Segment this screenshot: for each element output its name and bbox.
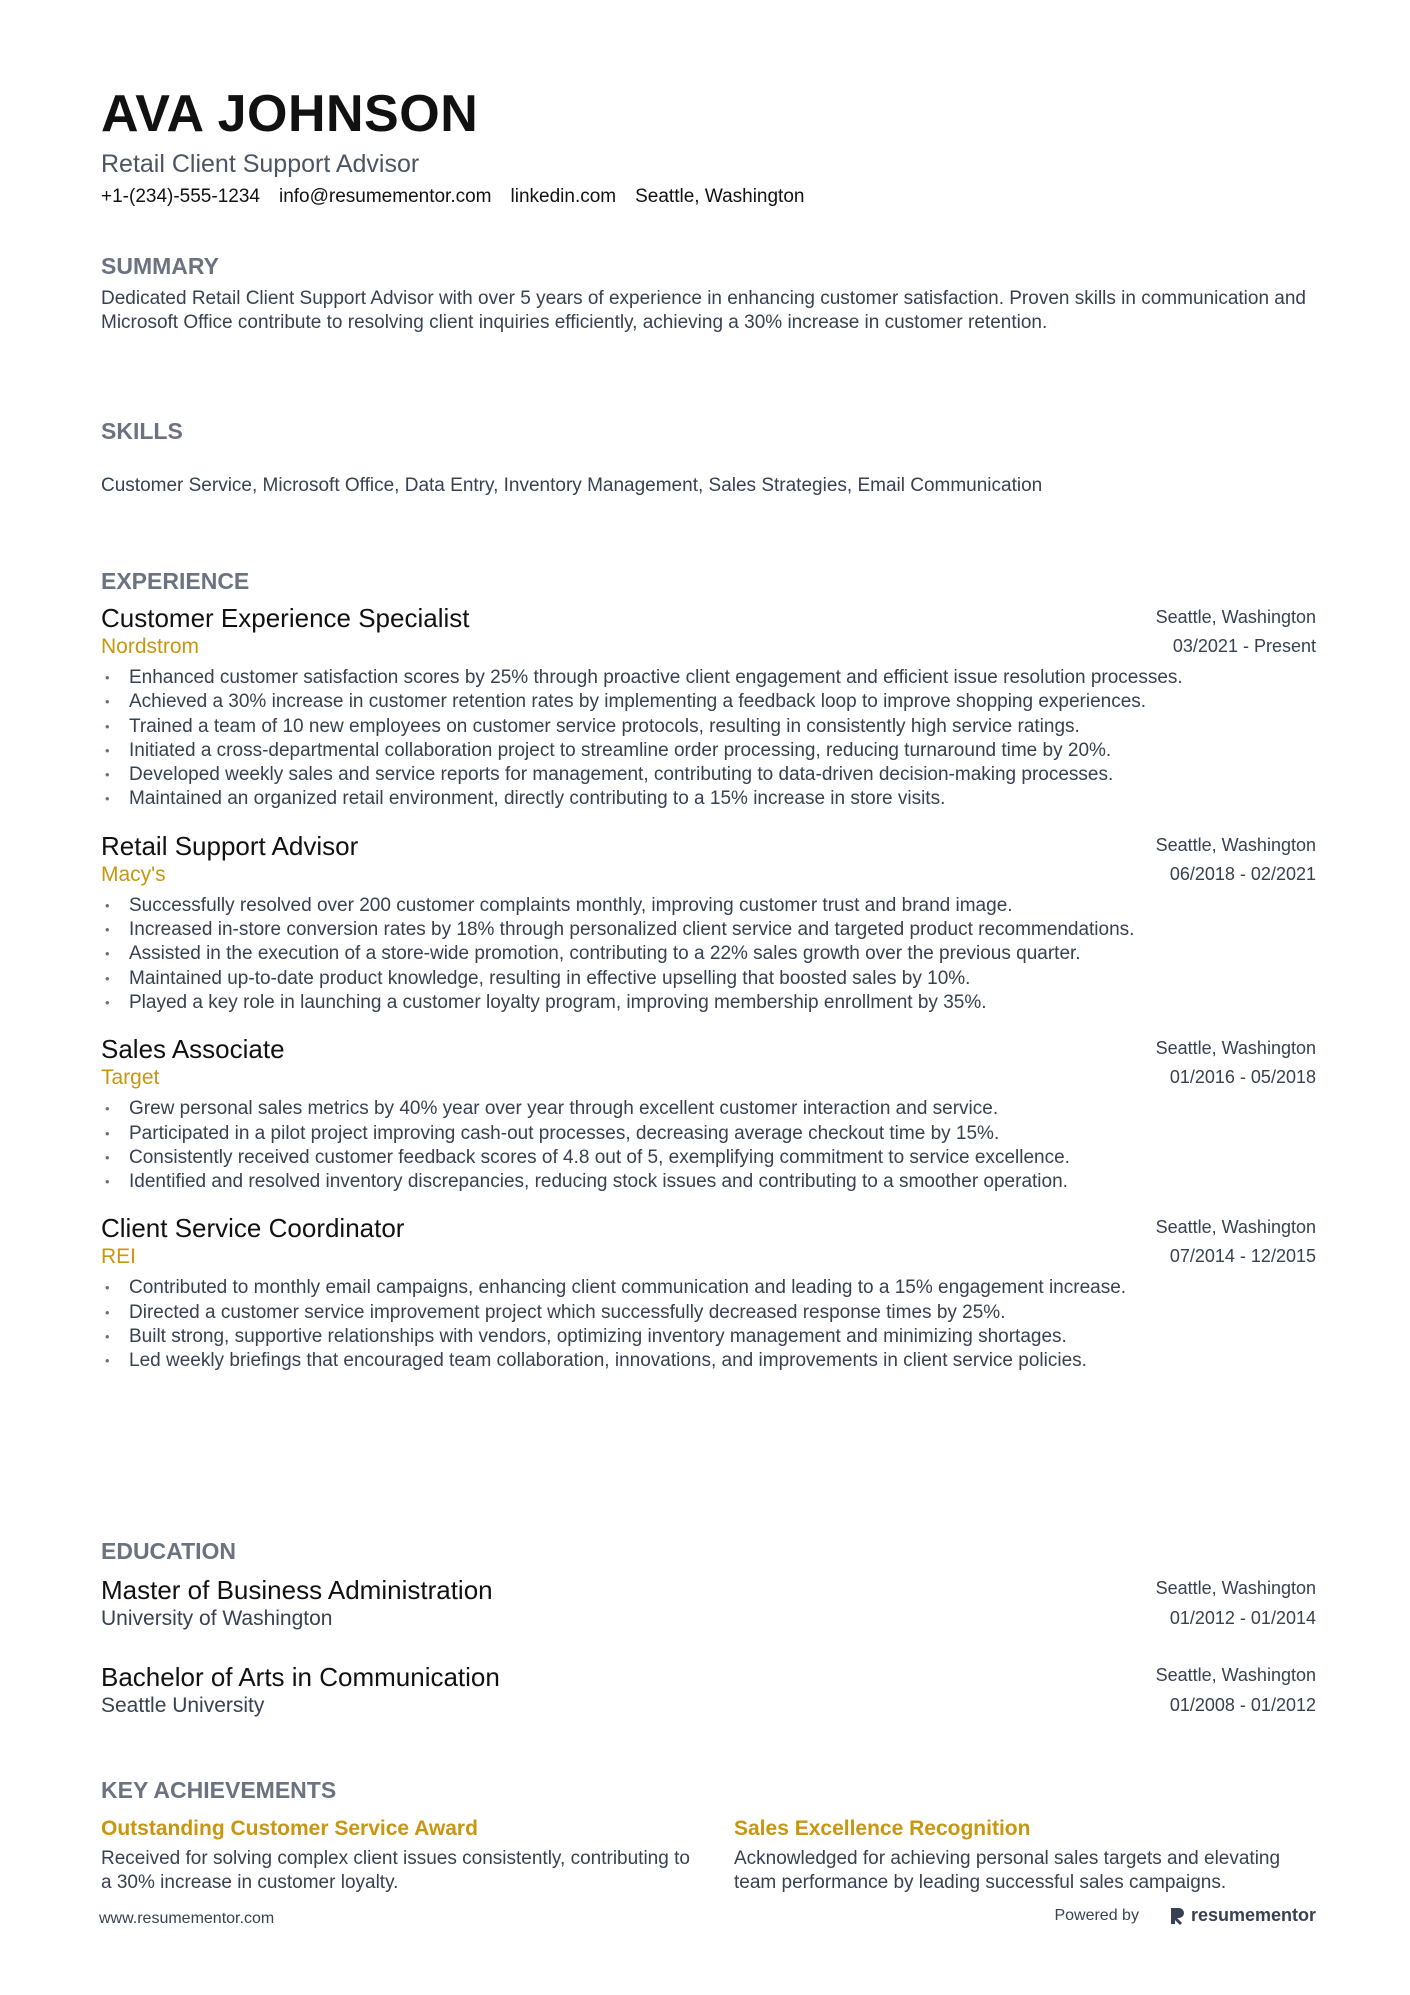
job-bullets	[101, 666, 1316, 812]
job-dates: 03/2021 - Present	[1172, 636, 1316, 656]
achievement-description: Acknowledged for achieving personal sales targets and elevating team performance by leading successful sales campaigns.	[734, 1848, 1281, 1893]
achievements-heading: KEY ACHIEVEMENTS	[101, 1777, 337, 1803]
job-bullet: • Grew personal sales metrics by 40% year over year through excellent customer interaction and service.	[101, 1097, 1316, 1121]
skills-section	[101, 416, 1316, 498]
job-bullet: • Participated in a pilot project improving cash-out processes, decreasing average checkout time by 15%.	[101, 1122, 1316, 1146]
job-dates: 07/2014 - 12/2015	[1169, 1246, 1316, 1267]
education-entry	[101, 1574, 1316, 1640]
job-bullet: • Increased in-store conversion rates by 18% through personalized client service and targeted product recommendations.	[101, 918, 1316, 942]
job-dates: 06/2018 - 02/2021	[1169, 863, 1316, 884]
job-location: Seattle, Washington	[1155, 607, 1316, 627]
job-bullet: • Led weekly briefings that encouraged team collaboration, innovations, and improvements in client service policies.	[101, 1349, 1316, 1373]
achievements-grid	[101, 1815, 1316, 1895]
education-heading: EDUCATION	[101, 1538, 237, 1564]
experience-section	[101, 566, 1316, 1374]
job-entry	[101, 1033, 1316, 1194]
education-degree: Master of Business Administration	[101, 1575, 493, 1605]
contact-linkedin: linkedin.com	[510, 186, 617, 207]
job-bullets	[101, 1097, 1316, 1194]
candidate-title: Retail Client Support Advisor	[101, 150, 420, 178]
job-bullet: • Assisted in the execution of a store-wide promotion, contributing to a 22% sales growth over the previous quarter.	[101, 942, 1316, 966]
candidate-name: AVA JOHNSON	[101, 85, 479, 143]
job-location: Seattle, Washington	[1155, 1217, 1316, 1238]
job-location: Seattle, Washington	[1155, 1038, 1316, 1059]
job-company: Nordstrom	[101, 635, 200, 658]
resume-content	[101, 84, 1316, 1893]
brand-name: resumementor	[1190, 1905, 1316, 1925]
job-company: Target	[101, 1066, 160, 1090]
job-bullet: • Consistently received customer feedback scores of 4.8 out of 5, exemplifying commitment to service excellence.	[101, 1146, 1316, 1170]
footer-branding	[1054, 1905, 1316, 1926]
resumementor-logo-icon	[1169, 1906, 1185, 1926]
job-bullet: • Directed a customer service improvement project which successfully decreased response times by 25%.	[101, 1301, 1316, 1325]
achievement-item	[101, 1815, 701, 1895]
job-location: Seattle, Washington	[1155, 834, 1316, 855]
job-dates: 01/2016 - 05/2018	[1169, 1067, 1316, 1088]
achievements-section	[101, 1775, 1316, 1895]
job-bullets	[101, 1276, 1316, 1373]
job-bullet: • Enhanced customer satisfaction scores by 25% through proactive client engagement and efficient issue resolution processes.	[101, 666, 1316, 690]
job-bullets	[101, 894, 1316, 1015]
job-title: Sales Associate	[101, 1034, 285, 1065]
job-header	[101, 830, 1316, 892]
summary-section	[101, 251, 1316, 335]
job-header	[101, 1212, 1316, 1274]
education-school: University of Washington	[101, 1607, 333, 1630]
job-bullet: • Contributed to monthly email campaigns, enhancing client communication and leading to a 15% engagement increase.	[101, 1276, 1316, 1300]
education-location: Seattle, Washington	[1155, 1578, 1316, 1598]
job-company: REI	[101, 1245, 137, 1269]
job-entry	[101, 602, 1316, 812]
skills-heading: SKILLS	[101, 418, 183, 444]
achievement-description: Received for solving complex client issues consistently, contributing to a 30% increase in customer loyalty.	[101, 1848, 690, 1893]
job-title: Retail Support Advisor	[101, 830, 359, 861]
contact-location: Seattle, Washington	[635, 186, 805, 207]
job-company: Macy's	[101, 862, 166, 886]
brand-logo[interactable]	[1169, 1905, 1316, 1926]
summary-heading: SUMMARY	[101, 253, 219, 279]
job-bullet: • Played a key role in launching a customer loyalty program, improving membership enrollment by 35%.	[101, 991, 1316, 1015]
job-bullet: • Maintained up-to-date product knowledge, resulting in effective upselling that boosted sales by 10%.	[101, 967, 1316, 991]
skills-text: Customer Service, Microsoft Office, Data Entry, Inventory Management, Sales Strategies, Email Communication	[101, 475, 1043, 496]
achievement-title: Outstanding Customer Service Award	[101, 1817, 478, 1840]
contact-email: info@resumementor.com	[278, 186, 492, 207]
education-degree: Bachelor of Arts in Communication	[101, 1662, 500, 1692]
education-section	[101, 1536, 1316, 1727]
experience-heading: EXPERIENCE	[101, 568, 250, 594]
contact-info	[101, 186, 1316, 208]
summary-text: Dedicated Retail Client Support Advisor with over 5 years of experience in enhancing customer satisfaction. Proven skills in communication and Microsoft Office contribute to resolving client inquiries efficiently, achieving a 30% increase in customer retention.	[101, 288, 1306, 333]
job-title: Client Service Coordinator	[101, 1213, 405, 1244]
job-bullet: • Built strong, supportive relationships with vendors, optimizing inventory management and minimizing shortages.	[101, 1325, 1316, 1349]
footer-website-link[interactable]: www.resumementor.com	[99, 1910, 275, 1927]
achievement-item	[734, 1815, 1316, 1895]
education-dates: 01/2008 - 01/2012	[1169, 1695, 1316, 1715]
contact-phone: +1-(234)-555-1234	[101, 186, 260, 207]
job-bullet: • Achieved a 30% increase in customer retention rates by implementing a feedback loop to improve shopping experiences.	[101, 690, 1316, 714]
education-entry	[101, 1661, 1316, 1727]
job-bullet: • Developed weekly sales and service reports for management, contributing to data-driven decision-making processes.	[101, 763, 1316, 787]
achievement-title: Sales Excellence Recognition	[734, 1817, 1031, 1840]
job-header	[101, 1033, 1316, 1095]
education-location: Seattle, Washington	[1155, 1665, 1316, 1685]
job-title: Customer Experience Specialist	[101, 603, 470, 633]
job-bullet: • Initiated a cross-departmental collaboration project to streamline order processing, reducing turnaround time by 20%.	[101, 739, 1316, 763]
job-bullet: • Identified and resolved inventory discrepancies, reducing stock issues and contributing to a smoother operation.	[101, 1170, 1316, 1194]
job-bullet: • Maintained an organized retail environment, directly contributing to a 15% increase in store visits.	[101, 787, 1316, 811]
job-entry	[101, 1212, 1316, 1373]
education-school: Seattle University	[101, 1694, 265, 1717]
powered-by-label: Powered by	[1054, 1906, 1139, 1924]
education-dates: 01/2012 - 01/2014	[1169, 1608, 1316, 1628]
job-entry	[101, 830, 1316, 1015]
job-header	[101, 602, 1316, 664]
job-bullet: • Successfully resolved over 200 customer complaints monthly, improving customer trust and brand image.	[101, 894, 1316, 918]
resume-header	[101, 84, 1316, 208]
job-bullet: • Trained a team of 10 new employees on customer service protocols, resulting in consistently high service ratings.	[101, 715, 1316, 739]
